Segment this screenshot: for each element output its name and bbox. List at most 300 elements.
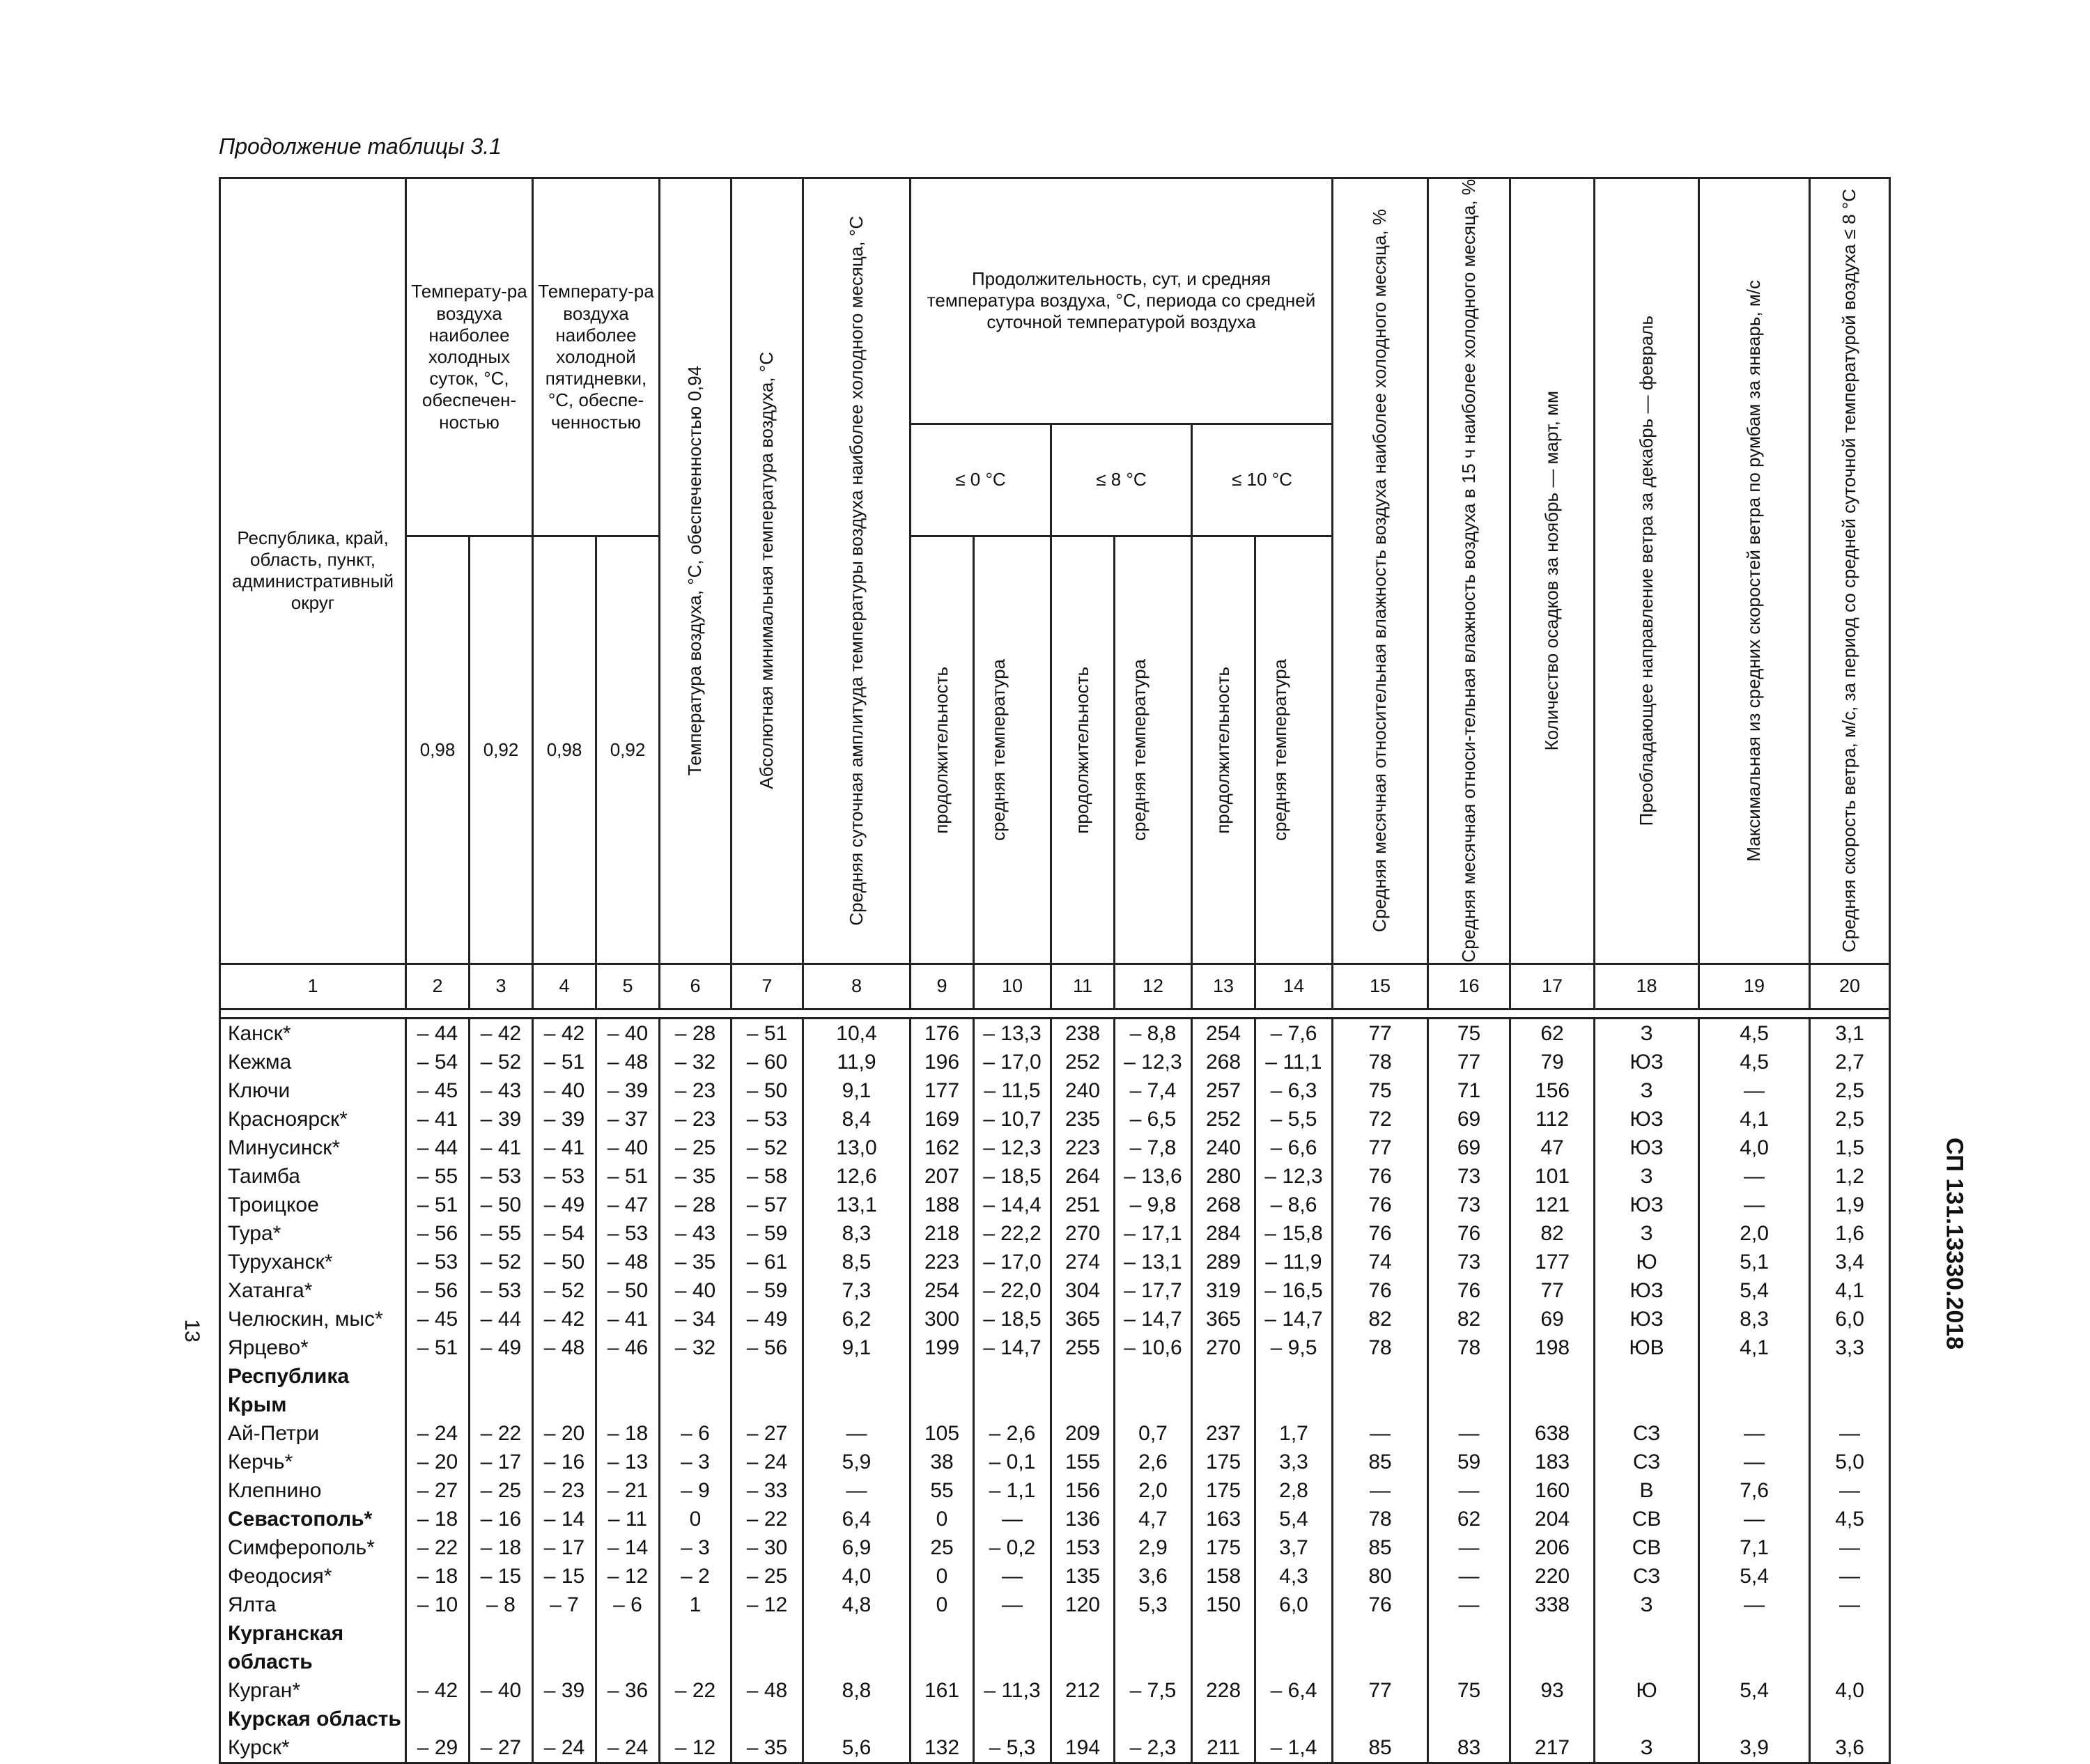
cell: – 13,1: [1115, 1248, 1192, 1276]
cell: 82: [1428, 1305, 1510, 1333]
cell: 4,5: [1699, 1018, 1810, 1048]
cell: —: [1810, 1419, 1890, 1448]
column-number: 14: [1255, 964, 1333, 1009]
cell: – 9: [660, 1476, 732, 1505]
cell: [1510, 1619, 1595, 1648]
cell: 270: [1051, 1219, 1115, 1248]
cell: 638: [1510, 1419, 1595, 1448]
cell: [1333, 1648, 1428, 1676]
cell: 85: [1333, 1533, 1428, 1562]
cell: – 24: [596, 1733, 660, 1763]
cell: 5,9: [803, 1448, 911, 1476]
cell: 319: [1192, 1276, 1255, 1305]
cell: – 24: [732, 1448, 803, 1476]
column-number: 1: [220, 964, 406, 1009]
cell: – 20: [406, 1448, 470, 1476]
cell: 76: [1333, 1219, 1428, 1248]
cell: 74: [1333, 1248, 1428, 1276]
header-wind-direction: Преобладающее направление ветра за декабрь — февраль: [1595, 178, 1699, 964]
cell: 365: [1192, 1305, 1255, 1333]
cell: – 17,1: [1115, 1219, 1192, 1248]
cell: – 16: [470, 1505, 533, 1533]
cell: 284: [1192, 1219, 1255, 1248]
cell: – 22: [732, 1505, 803, 1533]
column-number: 5: [596, 964, 660, 1009]
cell: [1115, 1648, 1192, 1676]
cell: 1,2: [1810, 1162, 1890, 1191]
cell: – 53: [732, 1105, 803, 1134]
place-name: Феодосия*: [220, 1562, 406, 1591]
document-code: СП 131.13330.2018: [1941, 1137, 1968, 1350]
climate-table: [219, 177, 1891, 1764]
cell: 220: [1510, 1562, 1595, 1591]
cell: 5,4: [1699, 1562, 1810, 1591]
cell: 0: [911, 1505, 974, 1533]
header-abs-min: Абсолютная минимальная температура воздуха, °С: [732, 178, 803, 964]
cell: – 12,3: [974, 1134, 1051, 1162]
column-number: 19: [1699, 964, 1810, 1009]
cell: 338: [1510, 1591, 1595, 1619]
cell: [1699, 1619, 1810, 1648]
cell: 264: [1051, 1162, 1115, 1191]
table-row: [220, 1305, 1890, 1333]
cell: 1,9: [1810, 1191, 1890, 1219]
cell: 121: [1510, 1191, 1595, 1219]
place-name: Кежма: [220, 1048, 406, 1076]
cell: 4,1: [1699, 1333, 1810, 1362]
cell: – 59: [732, 1219, 803, 1248]
column-number: 8: [803, 964, 911, 1009]
cell: [1510, 1648, 1595, 1676]
cell: [974, 1619, 1051, 1648]
header-humidity-15h: Средняя месячная относи-тельная влажность воздуха в 15 ч наиболее холодного месяца, %: [1428, 178, 1510, 964]
cell: [1595, 1391, 1699, 1419]
cell: – 48: [596, 1248, 660, 1276]
cell: 11,9: [803, 1048, 911, 1076]
cell: —: [1333, 1476, 1428, 1505]
cell: – 40: [470, 1676, 533, 1705]
cell: – 53: [533, 1162, 596, 1191]
page-number: 13: [180, 1319, 203, 1343]
cell: [1699, 1391, 1810, 1419]
cell: – 14,7: [1255, 1305, 1333, 1333]
cell: – 34: [660, 1305, 732, 1333]
table-row: [220, 1219, 1890, 1248]
cell: 6,0: [1810, 1305, 1890, 1333]
cell: – 53: [470, 1162, 533, 1191]
cell: 158: [1192, 1562, 1255, 1591]
cell: 5,1: [1699, 1248, 1810, 1276]
cell: 3,7: [1255, 1533, 1333, 1562]
cell: [1255, 1362, 1333, 1391]
cell: [1699, 1705, 1810, 1733]
cell: 78: [1428, 1333, 1510, 1362]
table-row: [220, 1562, 1890, 1591]
header-region: Республика, край, область, пункт, административный округ: [220, 178, 406, 964]
cell: – 8: [470, 1591, 533, 1619]
cell: – 14: [596, 1533, 660, 1562]
cell: [1192, 1648, 1255, 1676]
cell: – 32: [660, 1333, 732, 1362]
cell: 2,5: [1810, 1076, 1890, 1105]
cell: – 3: [660, 1533, 732, 1562]
cell: —: [1699, 1191, 1810, 1219]
cell: – 41: [533, 1134, 596, 1162]
header-p092: 0,92: [596, 536, 660, 964]
header-duration: продолжительность: [1192, 536, 1255, 964]
table-row: [220, 1018, 1890, 1048]
header-precipitation: Количество осадков за ноябрь — март, мм: [1510, 178, 1595, 964]
cell: 270: [1192, 1333, 1255, 1362]
cell: 76: [1333, 1162, 1428, 1191]
cell: – 6,4: [1255, 1676, 1333, 1705]
place-name: Керчь*: [220, 1448, 406, 1476]
cell: – 7,5: [1115, 1676, 1192, 1705]
cell: – 49: [470, 1333, 533, 1362]
cell: —: [803, 1419, 911, 1448]
cell: – 23: [660, 1076, 732, 1105]
cell: [1333, 1362, 1428, 1391]
cell: – 2,3: [1115, 1733, 1192, 1763]
cell: – 12: [596, 1562, 660, 1591]
cell: 6,4: [803, 1505, 911, 1533]
cell: 75: [1428, 1018, 1510, 1048]
column-number-row: [220, 964, 1890, 1009]
cell: – 6,5: [1115, 1105, 1192, 1134]
cell: [596, 1619, 660, 1648]
cell: – 1,4: [1255, 1733, 1333, 1763]
cell: – 14,7: [1115, 1305, 1192, 1333]
place-name: Хатанга*: [220, 1276, 406, 1305]
cell: 75: [1333, 1076, 1428, 1105]
cell: 5,4: [1699, 1676, 1810, 1705]
place-name: Курган*: [220, 1676, 406, 1705]
cell: 79: [1510, 1048, 1595, 1076]
cell: —: [1699, 1448, 1810, 1476]
cell: 4,1: [1810, 1276, 1890, 1305]
cell: – 17,0: [974, 1048, 1051, 1076]
cell: [1333, 1619, 1428, 1648]
column-number: 9: [911, 964, 974, 1009]
cell: – 43: [470, 1076, 533, 1105]
cell: – 44: [406, 1134, 470, 1162]
cell: – 12,3: [1255, 1162, 1333, 1191]
cell: [803, 1648, 911, 1676]
region-row: [220, 1362, 1890, 1391]
cell: 9,1: [803, 1076, 911, 1105]
place-name: Ялта: [220, 1591, 406, 1619]
cell: 274: [1051, 1248, 1115, 1276]
cell: – 6: [596, 1591, 660, 1619]
cell: 76: [1333, 1591, 1428, 1619]
cell: [533, 1391, 596, 1419]
cell: – 50: [470, 1191, 533, 1219]
cell: 78: [1333, 1505, 1428, 1533]
table-row: [220, 1533, 1890, 1562]
region-row: [220, 1648, 1890, 1676]
cell: – 7,8: [1115, 1134, 1192, 1162]
cell: – 51: [732, 1018, 803, 1048]
cell: [803, 1362, 911, 1391]
cell: —: [974, 1562, 1051, 1591]
cell: 77: [1333, 1676, 1428, 1705]
cell: 280: [1192, 1162, 1255, 1191]
cell: [470, 1391, 533, 1419]
cell: 2,8: [1255, 1476, 1333, 1505]
column-number: 10: [974, 964, 1051, 1009]
cell: —: [1810, 1562, 1890, 1591]
place-name: Севастополь*: [220, 1505, 406, 1533]
cell: 2,6: [1115, 1448, 1192, 1476]
cell: [1333, 1705, 1428, 1733]
cell: [1595, 1619, 1699, 1648]
column-number: 13: [1192, 964, 1255, 1009]
cell: 77: [1510, 1276, 1595, 1305]
cell: – 11,9: [1255, 1248, 1333, 1276]
cell: – 49: [533, 1191, 596, 1219]
cell: 196: [911, 1048, 974, 1076]
cell: – 27: [732, 1419, 803, 1448]
cell: 75: [1428, 1676, 1510, 1705]
cell: 3,3: [1810, 1333, 1890, 1362]
cell: [1428, 1705, 1510, 1733]
cell: 1,5: [1810, 1134, 1890, 1162]
cell: 161: [911, 1676, 974, 1705]
cell: – 6,3: [1255, 1076, 1333, 1105]
cell: [974, 1648, 1051, 1676]
cell: ЮЗ: [1595, 1105, 1699, 1134]
place-name: область: [220, 1648, 406, 1676]
cell: – 11,1: [1255, 1048, 1333, 1076]
header-p098: 0,98: [406, 536, 470, 964]
cell: [470, 1619, 533, 1648]
cell: [1810, 1705, 1890, 1733]
cell: 156: [1051, 1476, 1115, 1505]
cell: – 13: [596, 1448, 660, 1476]
table-body: [220, 1009, 1890, 1763]
cell: 4,5: [1810, 1505, 1890, 1533]
cell: 77: [1428, 1048, 1510, 1076]
cell: [406, 1648, 470, 1676]
cell: Ю: [1595, 1248, 1699, 1276]
place-name: Симферополь*: [220, 1533, 406, 1562]
cell: 5,3: [1115, 1591, 1192, 1619]
cell: [732, 1705, 803, 1733]
cell: – 6,6: [1255, 1134, 1333, 1162]
cell: – 25: [470, 1476, 533, 1505]
cell: [660, 1619, 732, 1648]
cell: – 50: [533, 1248, 596, 1276]
cell: 240: [1192, 1134, 1255, 1162]
cell: 62: [1510, 1018, 1595, 1048]
cell: – 3: [660, 1448, 732, 1476]
cell: – 36: [596, 1676, 660, 1705]
cell: 199: [911, 1333, 974, 1362]
cell: [911, 1619, 974, 1648]
cell: 73: [1428, 1248, 1510, 1276]
cell: – 42: [533, 1018, 596, 1048]
cell: 135: [1051, 1562, 1115, 1591]
cell: —: [974, 1505, 1051, 1533]
table-row: [220, 1105, 1890, 1134]
cell: 176: [911, 1018, 974, 1048]
cell: – 51: [596, 1162, 660, 1191]
cell: – 30: [732, 1533, 803, 1562]
cell: —: [1699, 1419, 1810, 1448]
cell: – 8,6: [1255, 1191, 1333, 1219]
header-avg-wind: Средняя скорость ветра, м/с, за период со средней суточной температурой воздуха ≤ 8 °С: [1810, 178, 1890, 964]
cell: ЮЗ: [1595, 1276, 1699, 1305]
cell: 82: [1333, 1305, 1428, 1333]
cell: – 42: [533, 1305, 596, 1333]
cell: [1510, 1362, 1595, 1391]
cell: 6,0: [1255, 1591, 1333, 1619]
cell: 183: [1510, 1448, 1595, 1476]
cell: – 41: [406, 1105, 470, 1134]
header-average: средняя температура: [974, 536, 1051, 964]
cell: 155: [1051, 1448, 1115, 1476]
cell: – 18: [406, 1505, 470, 1533]
cell: —: [803, 1476, 911, 1505]
table-row: [220, 1419, 1890, 1448]
cell: 4,0: [803, 1562, 911, 1591]
place-name: Канск*: [220, 1018, 406, 1048]
cell: 212: [1051, 1676, 1115, 1705]
cell: – 20: [533, 1419, 596, 1448]
cell: – 55: [406, 1162, 470, 1191]
cell: 175: [1192, 1448, 1255, 1476]
cell: Ю: [1595, 1676, 1699, 1705]
cell: [911, 1648, 974, 1676]
cell: 223: [1051, 1134, 1115, 1162]
cell: 177: [911, 1076, 974, 1105]
place-name: Клепнино: [220, 1476, 406, 1505]
table-row: [220, 1591, 1890, 1619]
cell: – 29: [406, 1733, 470, 1763]
cell: [1810, 1391, 1890, 1419]
column-number: 6: [660, 964, 732, 1009]
cell: 78: [1333, 1048, 1428, 1076]
cell: ЮЗ: [1595, 1134, 1699, 1162]
header-coldest-fiveday: Температу-ра воздуха наиболее холодной пятидневки, °С, обеспе-ченностью: [533, 178, 660, 536]
cell: [911, 1362, 974, 1391]
cell: – 7: [533, 1591, 596, 1619]
cell: —: [1428, 1591, 1510, 1619]
cell: —: [1810, 1533, 1890, 1562]
cell: 55: [911, 1476, 974, 1505]
region-row: [220, 1705, 1890, 1733]
cell: – 40: [533, 1076, 596, 1105]
cell: [1115, 1619, 1192, 1648]
cell: – 44: [470, 1305, 533, 1333]
cell: – 10: [406, 1591, 470, 1619]
cell: [596, 1391, 660, 1419]
cell: – 39: [533, 1676, 596, 1705]
cell: 62: [1428, 1505, 1510, 1533]
cell: 4,8: [803, 1591, 911, 1619]
cell: – 16,5: [1255, 1276, 1333, 1305]
cell: – 28: [660, 1018, 732, 1048]
place-name: Красноярск*: [220, 1105, 406, 1134]
cell: [406, 1391, 470, 1419]
cell: 83: [1428, 1733, 1510, 1763]
cell: 153: [1051, 1533, 1115, 1562]
cell: 237: [1192, 1419, 1255, 1448]
cell: 13,0: [803, 1134, 911, 1162]
cell: – 14,7: [974, 1333, 1051, 1362]
cell: —: [1428, 1419, 1510, 1448]
place-name: Таимба: [220, 1162, 406, 1191]
header-amplitude: Средняя суточная амплитуда температуры воздуха наиболее холодного месяца, °С: [803, 178, 911, 964]
column-number: 12: [1115, 964, 1192, 1009]
cell: 1: [660, 1591, 732, 1619]
header-average: средняя температура: [1115, 536, 1192, 964]
cell: [1192, 1705, 1255, 1733]
cell: [1051, 1391, 1115, 1419]
cell: 0: [911, 1562, 974, 1591]
cell: [1333, 1391, 1428, 1419]
cell: – 18: [596, 1419, 660, 1448]
cell: 207: [911, 1162, 974, 1191]
header-max-wind: Максимальная из средних скоростей ветра по румбам за январь, м/с: [1699, 178, 1810, 964]
cell: 7,3: [803, 1276, 911, 1305]
cell: 73: [1428, 1191, 1510, 1219]
cell: – 21: [596, 1476, 660, 1505]
cell: – 32: [660, 1048, 732, 1076]
cell: 71: [1428, 1076, 1510, 1105]
cell: [596, 1705, 660, 1733]
cell: 252: [1051, 1048, 1115, 1076]
cell: 162: [911, 1134, 974, 1162]
cell: – 23: [660, 1105, 732, 1134]
cell: – 42: [470, 1018, 533, 1048]
cell: – 18: [470, 1533, 533, 1562]
cell: – 33: [732, 1476, 803, 1505]
place-name: Тура*: [220, 1219, 406, 1248]
cell: 235: [1051, 1105, 1115, 1134]
cell: – 18,5: [974, 1162, 1051, 1191]
cell: – 60: [732, 1048, 803, 1076]
header-coldest-days: Температу-ра воздуха наиболее холодных суток, °С, обеспечен-ностью: [406, 178, 533, 536]
cell: —: [1699, 1505, 1810, 1533]
table-row: [220, 1505, 1890, 1533]
column-number: 4: [533, 964, 596, 1009]
cell: – 40: [596, 1134, 660, 1162]
cell: 206: [1510, 1533, 1595, 1562]
cell: – 53: [596, 1219, 660, 1248]
cell: 268: [1192, 1191, 1255, 1219]
cell: – 39: [533, 1105, 596, 1134]
cell: – 9,8: [1115, 1191, 1192, 1219]
cell: [1428, 1391, 1510, 1419]
cell: 251: [1051, 1191, 1115, 1219]
cell: [803, 1705, 911, 1733]
cell: 304: [1051, 1276, 1115, 1305]
cell: – 51: [406, 1333, 470, 1362]
cell: [1051, 1362, 1115, 1391]
cell: – 15: [533, 1562, 596, 1591]
cell: [596, 1648, 660, 1676]
cell: З: [1595, 1076, 1699, 1105]
column-number: 2: [406, 964, 470, 1009]
cell: [406, 1619, 470, 1648]
cell: [732, 1362, 803, 1391]
cell: – 12: [732, 1591, 803, 1619]
cell: – 7,6: [1255, 1018, 1333, 1048]
cell: [974, 1362, 1051, 1391]
cell: – 56: [732, 1333, 803, 1362]
cell: – 22,2: [974, 1219, 1051, 1248]
